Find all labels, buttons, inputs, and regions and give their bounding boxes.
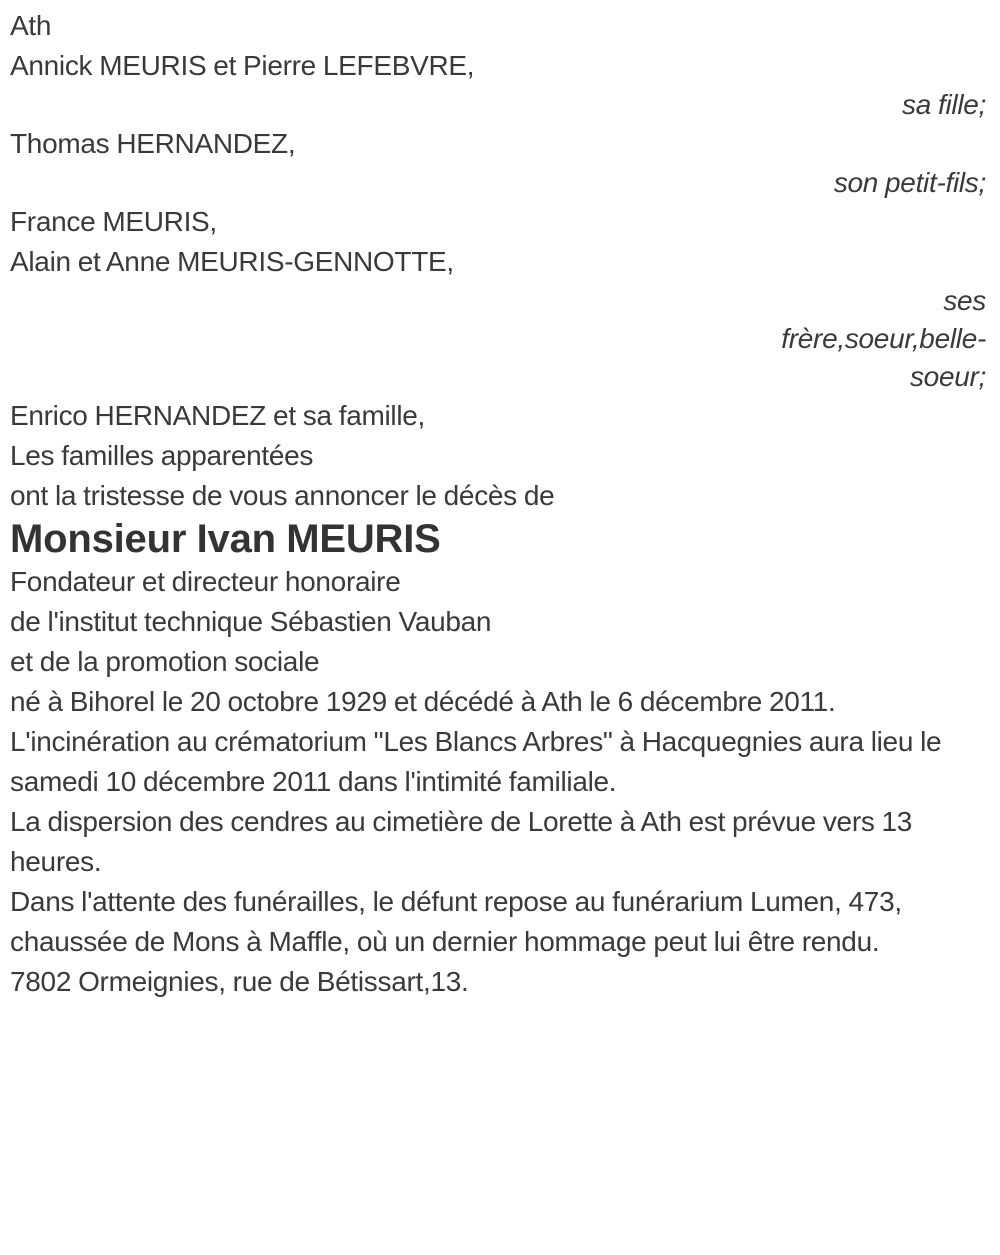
family-line-grandson: Thomas HERNANDEZ, [10, 128, 296, 159]
relation-label-siblings-line-1: ses [943, 285, 986, 316]
family-line-related-families: Les familles apparentées [10, 440, 314, 471]
family-line-sister: France MEURIS, [10, 206, 217, 237]
relation-label-siblings-line-3: soeur; [909, 361, 986, 392]
deceased-name-heading: Monsieur Ivan MEURIS [10, 517, 441, 561]
birth-death-line: né à Bihorel le 20 octobre 1929 et décédé à Ath le 6 décembre 2011. [10, 686, 836, 717]
title-line-3: et de la promotion sociale [10, 646, 320, 677]
cremation-paragraph: L'incinération au crématorium "Les Blancs Arbres" à Hacquegnies aura lieu le samedi 10 décembre 2011 dans l'intimité familiale. [10, 726, 942, 797]
relation-label-daughter: sa fille; [902, 89, 986, 120]
address-line: 7802 Ormeignies, rue de Bétissart,13. [10, 966, 469, 997]
relation-label-siblings [10, 282, 986, 396]
relation-label-siblings-line-2: frère,soeur,belle- [781, 323, 986, 354]
city-line: Ath [10, 10, 52, 41]
family-line-brother-couple: Alain et Anne MEURIS-GENNOTTE, [10, 246, 454, 277]
repose-paragraph: Dans l'attente des funérailles, le défunt repose au funérarium Lumen, 473, chaussée de Mons à Maffle, où un dernier hommage peut lui être rendu. [10, 886, 902, 957]
honorary-titles [10, 562, 986, 682]
relation-label-grandson: son petit-fils; [833, 167, 986, 198]
title-line-2: de l'institut technique Sébastien Vauban [10, 606, 492, 637]
family-line-daughter-couple: Annick MEURIS et Pierre LEFEBVRE, [10, 50, 475, 81]
family-line-hernandez-family: Enrico HERNANDEZ et sa famille, [10, 400, 426, 431]
ashes-dispersion-paragraph: La dispersion des cendres au cimetière de Lorette à Ath est prévue vers 13 heures. [10, 806, 913, 877]
title-line-1: Fondateur et directeur honoraire [10, 566, 401, 597]
intro-line: ont la tristesse de vous annoncer le décès de [10, 480, 555, 511]
